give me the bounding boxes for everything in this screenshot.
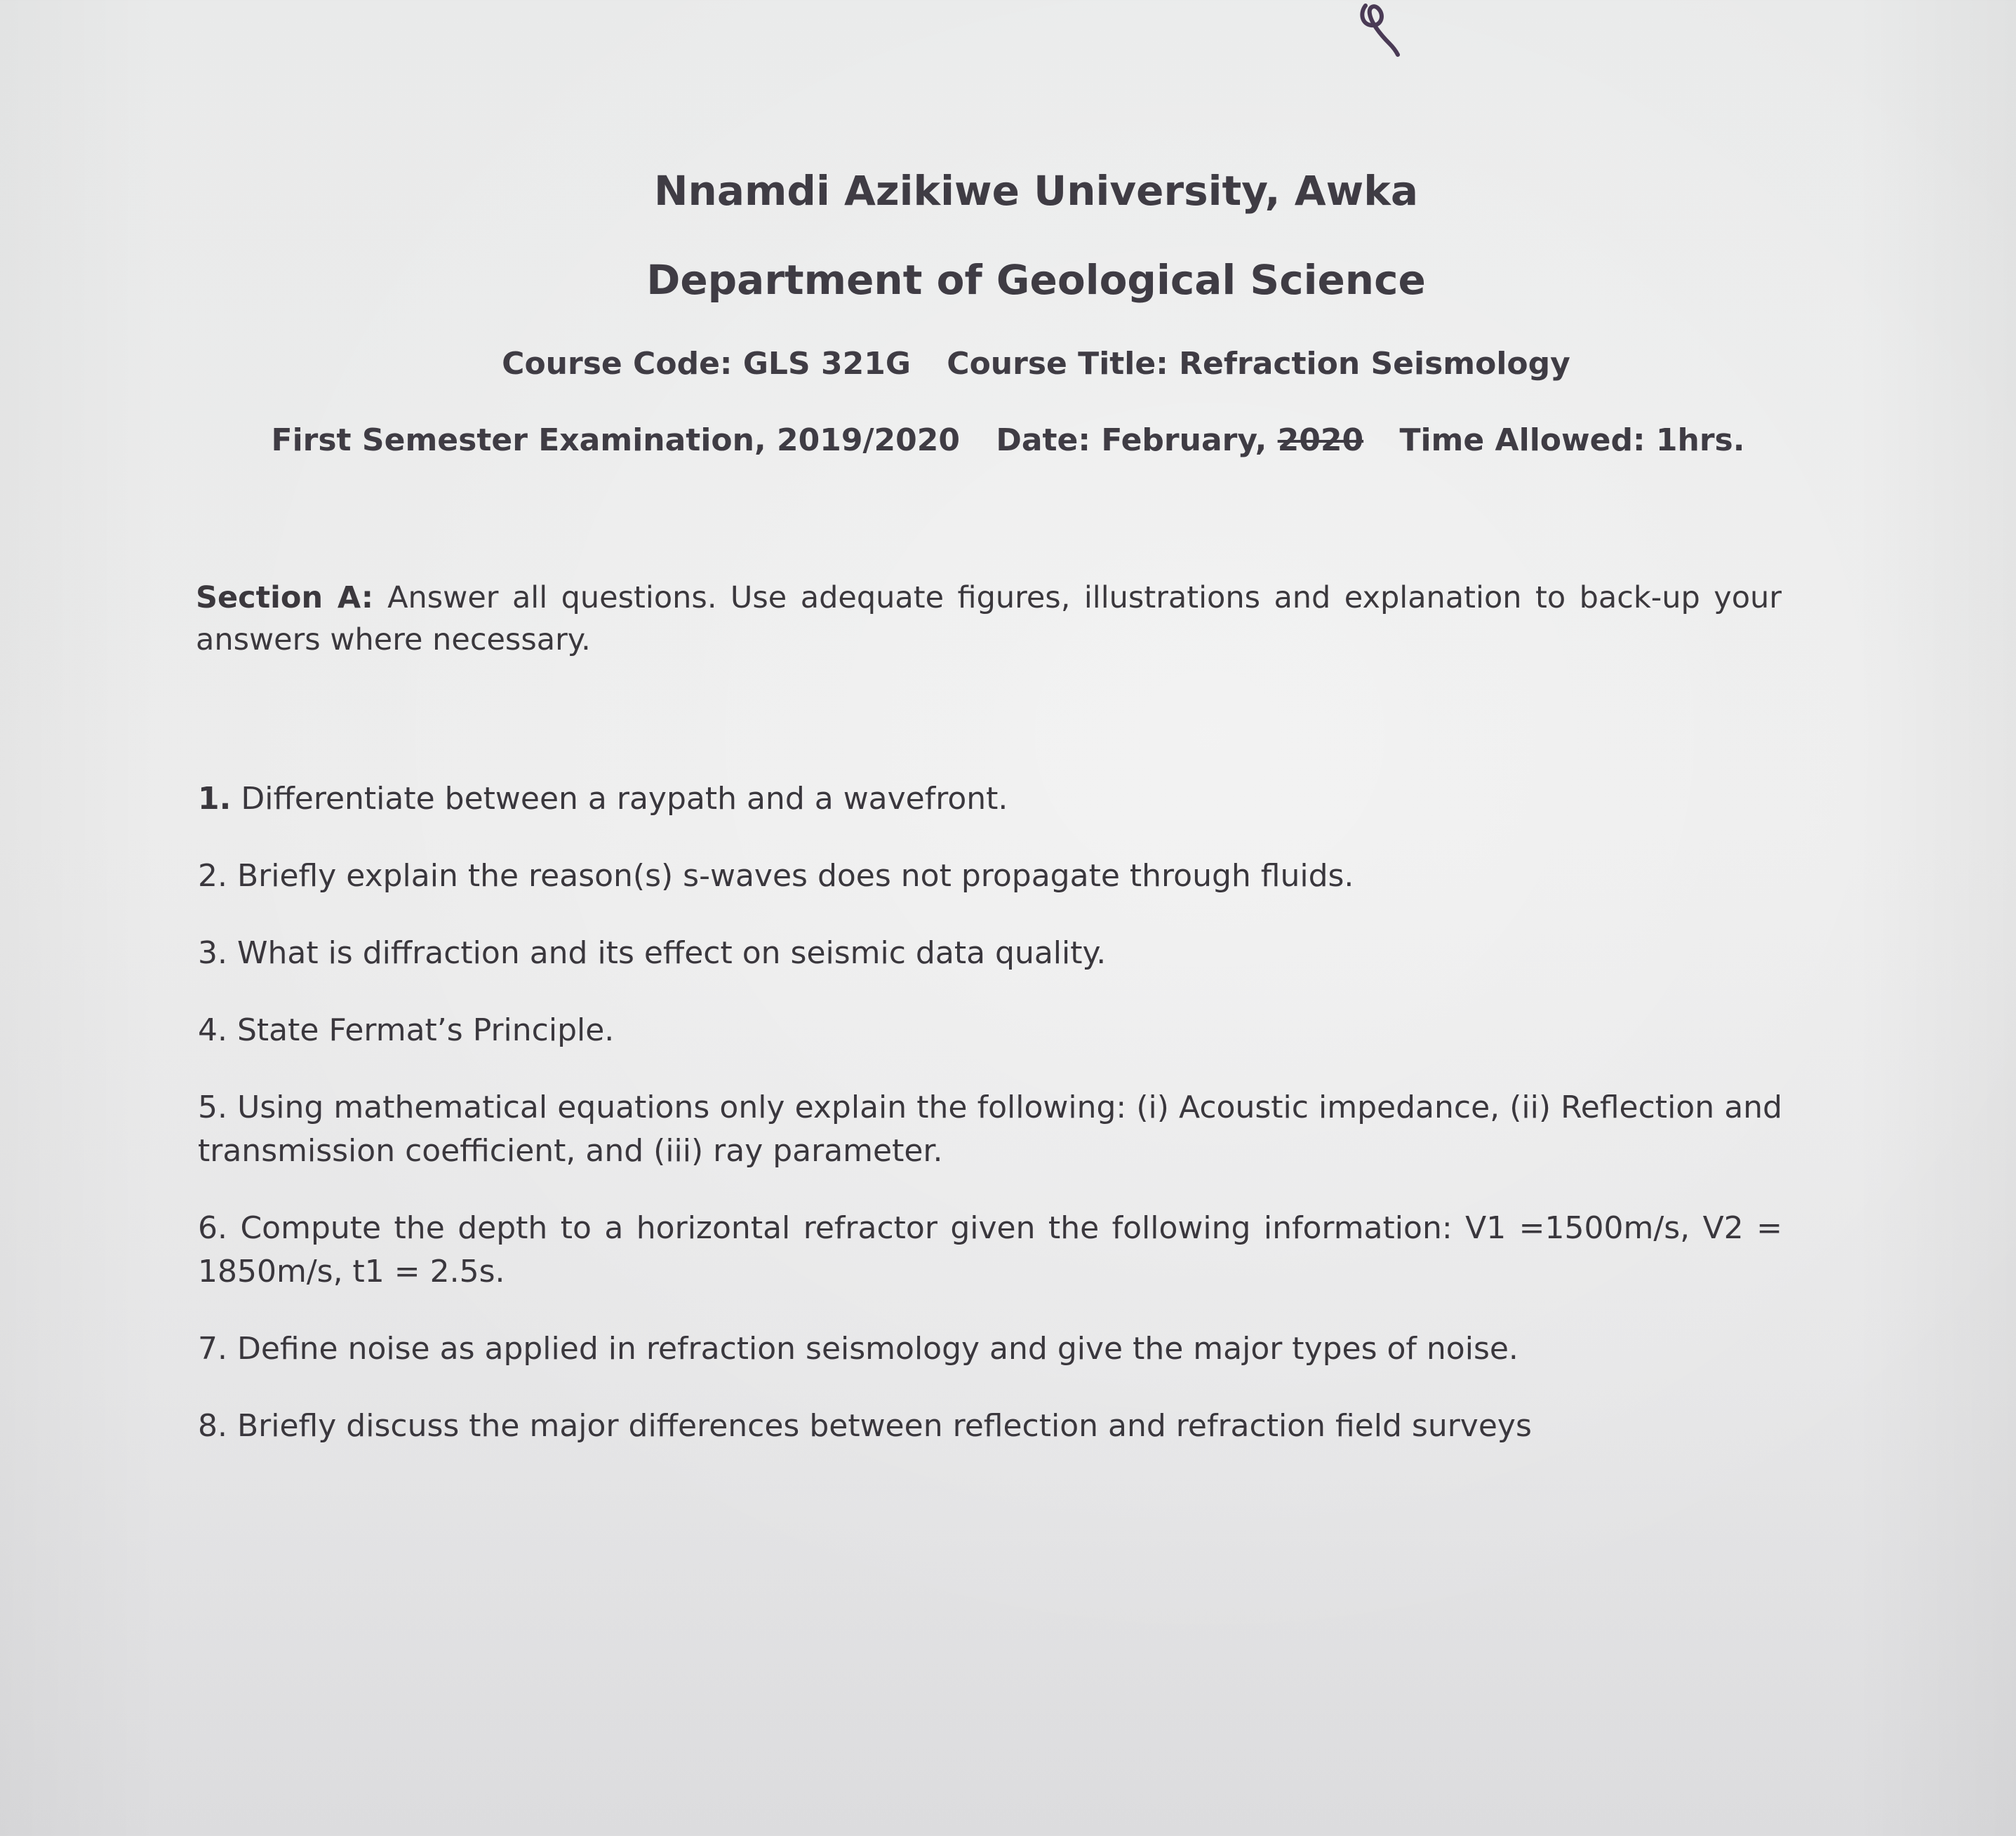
question-text: Compute the depth to a horizontal refractor given the following information: V1 =1500m/s, V2 = 1850m/s, t1 = 2.5s. xyxy=(198,1210,1782,1289)
question-list xyxy=(198,777,1782,1482)
question-item xyxy=(198,1327,1782,1371)
question-number: 4. xyxy=(198,1012,227,1048)
handwritten-pen-mark xyxy=(1346,0,1409,60)
question-item xyxy=(198,1405,1782,1448)
question-text: Differentiate between a raypath and a wavefront. xyxy=(241,781,1008,817)
course-title: Course Title: Refraction Seismology xyxy=(947,346,1570,382)
section-a-instruction-text: Answer all questions. Use adequate figures, illustrations and explanation to back-up your answers where necessary. xyxy=(196,580,1782,657)
time-allowed: Time Allowed: 1hrs. xyxy=(1399,422,1745,458)
question-text: Briefly discuss the major differences between reflection and refraction field surveys xyxy=(236,1408,1532,1444)
question-number: 8. xyxy=(198,1408,227,1444)
section-a-label: Section A: xyxy=(196,580,374,615)
exam-name: First Semester Examination, 2019/2020 xyxy=(271,422,960,458)
course-info-line xyxy=(0,346,2016,382)
question-item xyxy=(198,777,1782,821)
question-item xyxy=(198,855,1782,898)
question-item xyxy=(198,1009,1782,1052)
question-text: Using mathematical equations only explain the following: (i) Acoustic impedance, (ii) Reflection and transmission coefficient, and (iii) ray parameter. xyxy=(198,1090,1782,1169)
exam-date xyxy=(996,422,1363,458)
question-text: What is diffraction and its effect on seismic data quality. xyxy=(236,935,1107,971)
question-text: State Fermat’s Principle. xyxy=(236,1012,615,1048)
question-number: 2. xyxy=(198,858,227,894)
question-text: Briefly explain the reason(s) s-waves does not propagate through fluids. xyxy=(236,858,1354,894)
question-number: 3. xyxy=(198,935,227,971)
question-number: 7. xyxy=(198,1331,227,1367)
exam-info-line xyxy=(0,422,2016,458)
question-number: 5. xyxy=(198,1090,227,1125)
question-number: 1. xyxy=(198,781,232,817)
department-name: Department of Geological Science xyxy=(646,256,1426,304)
question-item xyxy=(198,1086,1782,1173)
question-text: Define noise as applied in refraction seismology and give the major types of noise. xyxy=(236,1331,1518,1367)
struck-year: 2020 xyxy=(1277,422,1364,458)
question-item xyxy=(198,1207,1782,1294)
question-item xyxy=(198,932,1782,975)
course-code: Course Code: GLS 321G xyxy=(502,346,911,382)
question-number: 6. xyxy=(198,1210,227,1246)
section-a-instructions xyxy=(196,577,1782,661)
university-name: Nnamdi Azikiwe University, Awka xyxy=(654,167,1418,215)
exam-date-prefix: Date: February, xyxy=(996,422,1267,458)
